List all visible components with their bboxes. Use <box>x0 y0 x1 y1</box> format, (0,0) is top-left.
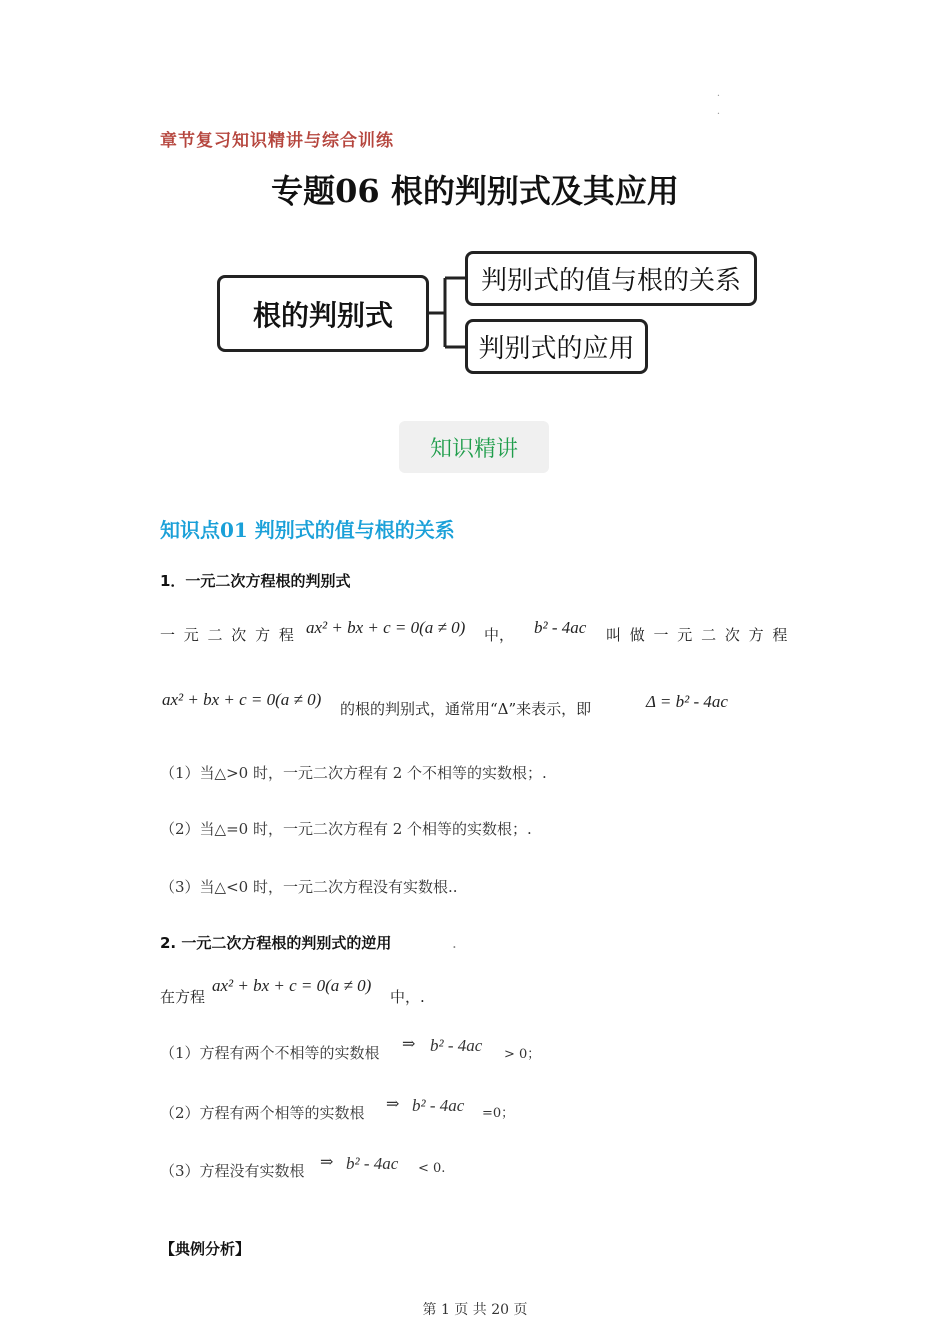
reverse-case-3-expr: b² - 4ac <box>346 1154 399 1173</box>
implies-icon: ⇒ <box>386 1094 400 1113</box>
reverse-case-1-text: （1）方程有两个不相等的实数根 <box>160 1044 380 1062</box>
knowledge-point-title: 知识点01 判别式的值与根的关系 <box>160 518 455 542</box>
heading-2-dot: . <box>452 934 457 952</box>
implies-icon: ⇒ <box>320 1152 334 1171</box>
mindmap-child-discriminant-relation: 判别式的值与根的关系 <box>465 251 757 306</box>
reverse-case-2-expr: b² - 4ac <box>412 1096 465 1115</box>
corner-marks: · · <box>716 91 720 120</box>
reverse-case-2-text: （2）方程有两个相等的实数根 <box>160 1104 365 1122</box>
page-footer: 第 1 页 共 20 页 <box>422 1302 528 1318</box>
definition-suffix: 叫 做 一 元 二 次 方 程 <box>606 626 790 644</box>
equation-general-2: ax² + bx + c = 0(a ≠ 0) <box>162 690 322 709</box>
reverse-case-2 <box>160 1096 560 1126</box>
definition-line-1 <box>160 618 800 650</box>
definition-text: 的根的判别式，通常用“Δ”来表示，即 <box>340 700 592 718</box>
reverse-case-3 <box>160 1154 560 1184</box>
intro-suffix: 中，. <box>390 988 425 1006</box>
reverse-case-3-text: （3）方程没有实数根 <box>160 1162 305 1180</box>
equation-general: ax² + bx + c = 0(a ≠ 0) <box>306 618 466 637</box>
reverse-case-1 <box>160 1036 560 1066</box>
reverse-use-intro <box>160 976 460 1006</box>
example-heading: 【典例分析】 <box>160 1240 251 1258</box>
subsection-heading-1: 1．一元二次方程根的判别式 <box>160 572 351 590</box>
mindmap-child-discriminant-application: 判别式的应用 <box>465 319 648 374</box>
reverse-case-1-expr: b² - 4ac <box>430 1036 483 1055</box>
chapter-tag: 章节复习知识精讲与综合训练 <box>160 131 394 151</box>
delta-equation: Δ = b² - 4ac <box>646 692 728 711</box>
definition-line-2 <box>160 690 800 718</box>
case-zero: （2）当△=0 时，一元二次方程有 2 个相等的实数根；. <box>160 820 532 838</box>
reverse-case-2-tail: =0； <box>482 1106 515 1121</box>
case-positive: （1）当△>0 时，一元二次方程有 2 个不相等的实数根；. <box>160 764 547 782</box>
reverse-case-1-tail: > 0； <box>504 1047 541 1062</box>
definition-mid: 中， <box>484 626 515 644</box>
reverse-case-3-tail: < 0. <box>418 1161 446 1176</box>
implies-icon: ⇒ <box>402 1034 416 1053</box>
intro-prefix: 在方程 <box>160 988 206 1006</box>
case-negative: （3）当△<0 时，一元二次方程没有实数根.. <box>160 878 458 896</box>
mindmap-root: 根的判别式 <box>217 275 429 352</box>
section-badge: 知识精讲 <box>399 421 549 473</box>
equation-general-3: ax² + bx + c = 0(a ≠ 0) <box>212 976 372 995</box>
definition-prefix: 一 元 二 次 方 程 <box>160 626 296 644</box>
discriminant-expr: b² - 4ac <box>534 618 587 637</box>
subsection-heading-2: 2. 一元二次方程根的判别式的逆用 <box>160 934 392 952</box>
page-title: 专题06 根的判别式及其应用 <box>271 172 679 210</box>
